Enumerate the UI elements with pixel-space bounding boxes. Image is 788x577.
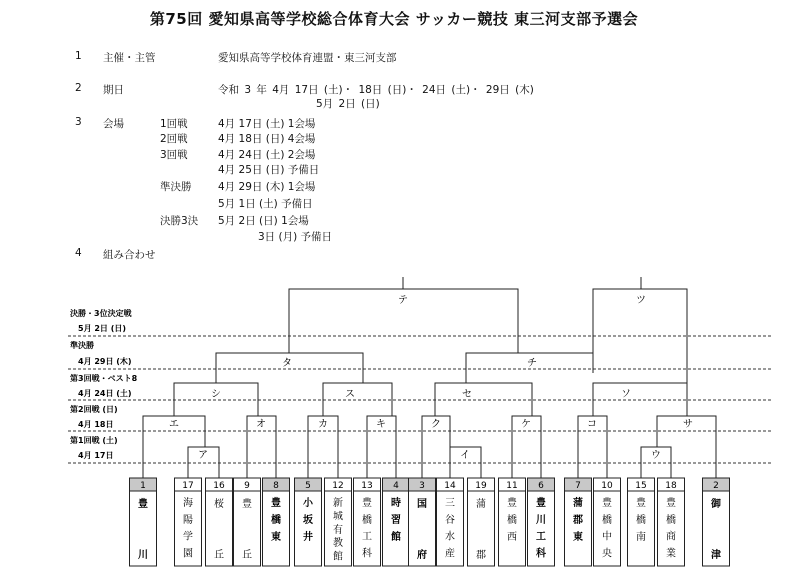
- schedule-round: 3回戦: [160, 149, 188, 161]
- team-slot: [628, 478, 655, 566]
- team-slot: [295, 478, 322, 566]
- team-slot: [206, 478, 233, 566]
- item-value-organizer: 愛知県高等学校体育連盟・東三河支部: [218, 52, 397, 64]
- match-code: ス: [345, 389, 355, 400]
- team-number: 8: [273, 481, 279, 491]
- item-label-organizer: 主催・主管: [103, 52, 156, 64]
- team-number: 1: [140, 481, 146, 491]
- match-code: キ: [376, 419, 386, 430]
- team-number: 5: [305, 481, 311, 491]
- match-code: ケ: [521, 419, 531, 430]
- schedule-round: 準決勝: [160, 181, 192, 193]
- team-slot: [383, 478, 410, 566]
- item-label-bracket: 組み合わせ: [103, 249, 156, 261]
- team-slot: [354, 478, 381, 566]
- schedule-round: 決勝3決: [160, 215, 199, 227]
- match-code: ウ: [651, 450, 661, 461]
- match-code: オ: [256, 419, 266, 430]
- team-name: 御津: [711, 499, 721, 561]
- team-number: 16: [213, 481, 225, 491]
- round-label-final: 決勝・3位決定戦: [70, 309, 132, 318]
- schedule-date: 4月 29日 (木) 1会場: [218, 181, 316, 193]
- team-name: 小坂井: [303, 498, 313, 543]
- team-number: 9: [244, 481, 250, 491]
- team-name: 豊丘: [242, 499, 252, 561]
- item-number: 1: [75, 50, 82, 62]
- team-slot: [234, 478, 261, 566]
- team-name: 桜丘: [214, 499, 224, 561]
- match-code: イ: [460, 450, 470, 461]
- team-number: 13: [361, 481, 373, 491]
- team-name: 豊橋南: [636, 498, 646, 543]
- team-slot: [594, 478, 621, 566]
- team-slot: [263, 478, 290, 566]
- schedule-date: 4月 17日 (土) 1会場: [218, 118, 316, 130]
- page-title: 第75回 愛知県高等学校総合体育大会 サッカー競技 東三河支部予選会: [149, 10, 639, 28]
- match-code: ア: [198, 450, 208, 461]
- round-date-r1: 4月 17日: [78, 451, 114, 460]
- round-label-r2: 第2回戦 (日): [70, 405, 118, 414]
- team-name: 蒲郡: [476, 499, 486, 561]
- match-code: チ: [527, 358, 537, 369]
- team-slot: [528, 478, 555, 566]
- match-code: コ: [587, 419, 597, 430]
- schedule-date: 5月 1日 (土) 予備日: [218, 198, 313, 210]
- match-code: カ: [318, 419, 328, 430]
- team-name: 豊橋工科: [362, 498, 372, 560]
- round-label-semi: 準決勝: [70, 341, 94, 350]
- team-number: 15: [635, 481, 647, 491]
- team-slot: [468, 478, 495, 566]
- team-name: 豊橋東: [271, 498, 281, 543]
- schedule-date: 4月 18日 (日) 4会場: [218, 133, 316, 145]
- team-name: 豊橋西: [507, 498, 517, 543]
- team-slot: [703, 478, 730, 566]
- schedule-round: 2回戦: [160, 133, 188, 145]
- round-date-final: 5月 2日 (日): [78, 324, 127, 333]
- team-number: 3: [419, 481, 425, 491]
- schedule-date: 4月 25日 (日) 予備日: [218, 164, 320, 176]
- match-code: ク: [431, 419, 441, 430]
- team-name: 豊橋中央: [602, 498, 612, 560]
- team-number: 17: [182, 481, 194, 491]
- round-date-qf: 4月 24日 (土): [78, 389, 132, 398]
- team-slot: [175, 478, 202, 566]
- match-code: テ: [398, 295, 408, 306]
- item-number: 3: [75, 116, 82, 128]
- round-label-qf: 第3回戦・ベスト8: [70, 374, 138, 383]
- team-slot: [409, 478, 436, 566]
- team-name: 海陽学園: [183, 498, 193, 560]
- match-code: サ: [683, 419, 693, 430]
- team-number: 11: [506, 481, 518, 491]
- round-date-semi: 4月 29日 (木): [78, 357, 132, 366]
- schedule-round: 1回戦: [160, 118, 188, 130]
- match-code: ツ: [636, 295, 646, 306]
- match-code: タ: [282, 358, 292, 369]
- match-code: シ: [211, 389, 221, 400]
- item-value-dates-line2: 5月 2日 (日): [316, 98, 380, 110]
- item-number: 4: [75, 247, 82, 259]
- item-label-venue: 会場: [103, 118, 124, 130]
- round-label-r1: 第1回戦 (土): [70, 436, 118, 445]
- team-number: 14: [444, 481, 456, 491]
- item-value-dates-line1: 令和 3 年 4月 17日 (土)・ 18日 (日)・ 24日 (土)・ 29日 (木): [218, 84, 534, 96]
- round-date-r2: 4月 18日: [78, 420, 114, 429]
- schedule-date: 3日 (月) 予備日: [258, 231, 333, 243]
- team-slot: [325, 478, 352, 566]
- team-slot: [565, 478, 592, 566]
- team-name: 新城有教館: [333, 498, 343, 563]
- team-number: 2: [713, 481, 719, 491]
- item-label-dates: 期日: [103, 84, 124, 96]
- team-name: 豊川工科: [536, 498, 546, 560]
- schedule-date: 4月 24日 (土) 2会場: [218, 149, 316, 161]
- team-slot: [130, 478, 157, 566]
- team-number: 4: [393, 481, 399, 491]
- item-number: 2: [75, 82, 82, 94]
- team-name: 国府: [417, 499, 427, 561]
- match-code: セ: [462, 389, 472, 400]
- team-number: 10: [601, 481, 613, 491]
- team-name: 豊橋商業: [666, 498, 676, 560]
- team-number: 7: [575, 481, 581, 491]
- team-slot: [499, 478, 526, 566]
- match-code: エ: [169, 419, 179, 430]
- team-slot: [658, 478, 685, 566]
- team-name: 時習館: [391, 498, 401, 543]
- team-number: 18: [665, 481, 677, 491]
- team-number: 19: [475, 481, 487, 491]
- team-name: 三谷水産: [445, 498, 455, 560]
- team-slot: [437, 478, 464, 566]
- schedule-date: 5月 2日 (日) 1会場: [218, 215, 309, 227]
- team-name: 蒲郡東: [573, 498, 583, 543]
- team-number: 12: [332, 481, 344, 491]
- match-code: ソ: [621, 389, 631, 400]
- team-name: 豊川: [138, 499, 148, 561]
- team-number: 6: [538, 481, 544, 491]
